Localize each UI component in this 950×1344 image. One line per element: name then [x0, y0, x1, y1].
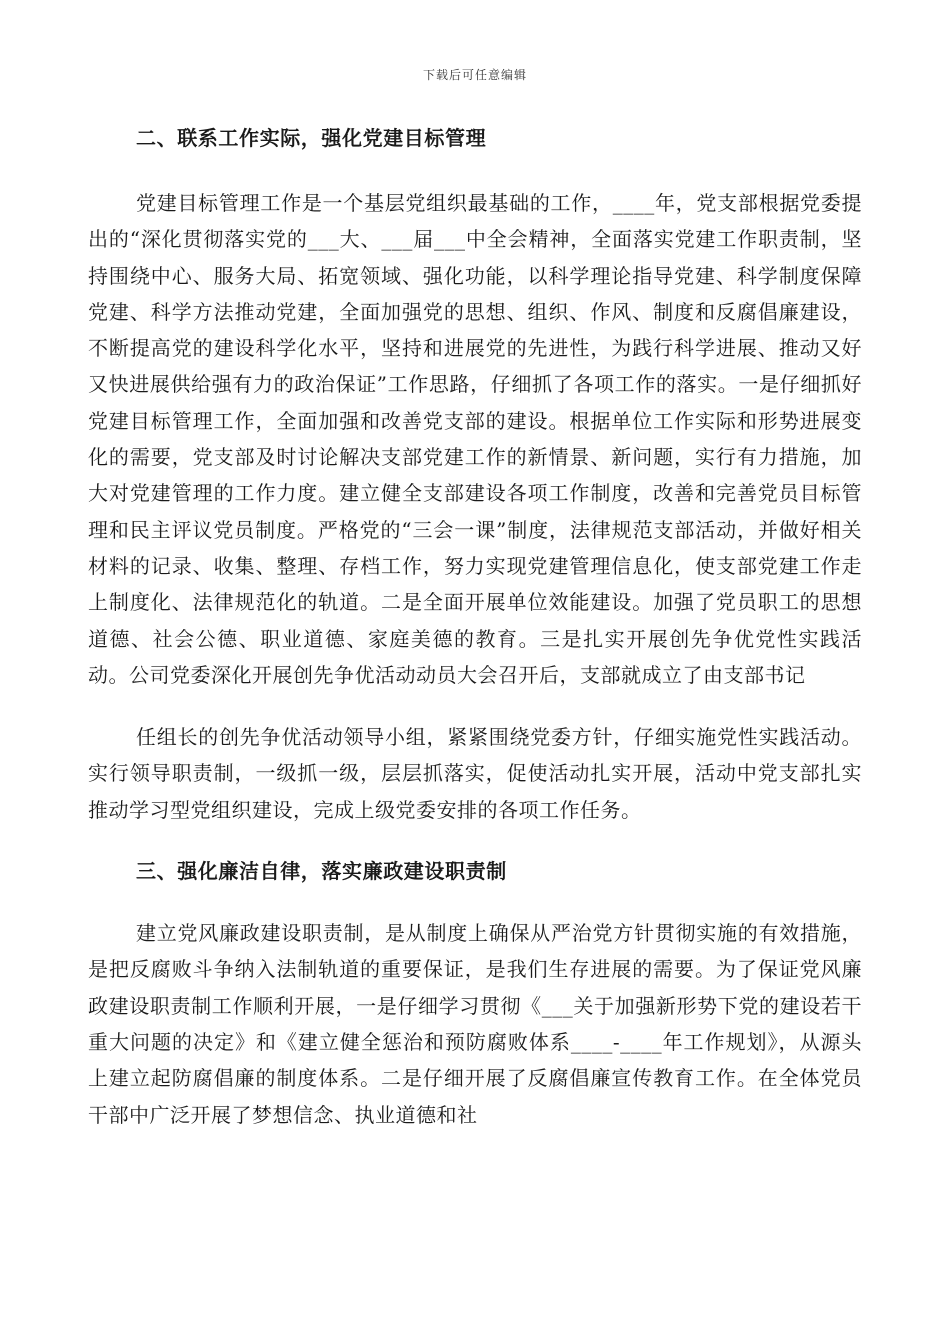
page-header: 下载后可任意编辑 [422, 68, 527, 82]
section-heading-3: 三、强化廉洁自律，落实廉政建设职责制 [136, 859, 507, 884]
paragraph-1: 党建目标管理工作是一个基层党组织最基础的工作，____年，党支部根据党委提出的“深化贯彻落实党的___大、___届___中全会精神，全面落实党建工作职责制，坚持围绕中心、服务大局、拓宽领域、强化功能，以科学理论指导党建、科学制度保障党建、科学方法推动党建，全面加强党的思想、组织、作风、制度和反腐倡廉建设，不断提高党的建设科学化水平，坚持和进展党的先进性，为践行科学进展、推动又好又快进展供给强有力的政治保证”工作思路，仔细抓了各项工作的落实。一是仔细抓好党建目标管理工作，全面加强和改善党支部的建设。根据单位工作实际和形势进展变化的需要，党支部及时讨论解决支部党建工作的新情景、新问题，实行有力措施，加大对党建管理的工作力度。建立健全支部建设各项工作制度，改善和完善党员目标管理和民主评议党员制度。严格党的“三会一课”制度，法律规范支部活动，并做好相关材料的记录、收集、整理、存档工作，努力实现党建管理信息化，使支部党建工作走上制度化、法律规范化的轨道。二是全面开展单位效能建设。加强了党员职工的思想道德、社会公德、职业道德、家庭美德的教育。三是扎实开展创先争优党性实践活动。公司党委深化开展创先争优活动动员大会召开后，支部就成立了由支部书记 [88, 191, 862, 687]
paragraph-2: 任组长的创先争优活动领导小组，紧紧围绕党委方针，仔细实施党性实践活动。实行领导职责制，一级抓一级，层层抓落实，促使活动扎实开展，活动中党支部扎实推动学习型党组织建设，完成上级党委安排的各项工作任务。 [88, 725, 862, 822]
paragraph-3: 建立党风廉政建设职责制，是从制度上确保从严治党方针贯彻实施的有效措施，是把反腐败斗争纳入法制轨道的重要保证，是我们生存进展的需要。为了保证党风廉政建设职责制工作顺利开展，一是仔细学习贯彻《___关于加强新形势下党的建设若干重大问题的决定》和《建立健全惩治和预防腐败体系____-____年工作规划》，从源头上建立起防腐倡廉的制度体系。二是仔细开展了反腐倡廉宣传教育工作。在全体党员干部中广泛开展了梦想信念、执业道德和社 [88, 921, 862, 1127]
section-heading-2: 二、联系工作实际，强化党建目标管理 [136, 126, 487, 150]
document-body [88, 120, 862, 1133]
